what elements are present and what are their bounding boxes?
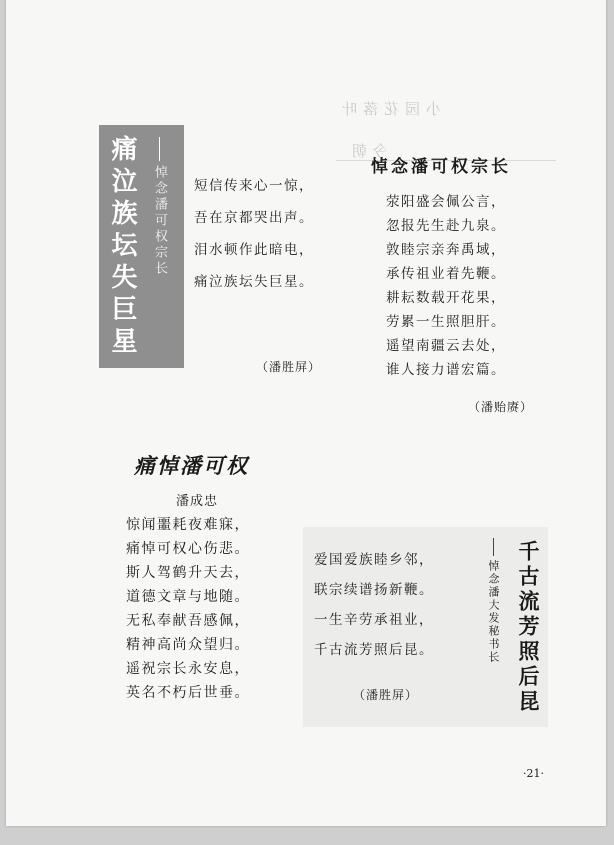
poem3-author: 潘成忠 — [176, 494, 219, 509]
poem1-subtitle: 悼念潘可权宗长 — [152, 165, 167, 277]
page-number: ·21· — [523, 767, 544, 780]
poem2-line: 荥阳盛会佩公言， — [386, 194, 506, 210]
poem3-line: 道德文章与地随。 — [126, 589, 250, 605]
poem4-subtitle: 悼念潘大发秘书长 — [487, 560, 500, 664]
poem2-line: 耕耘数载开花果， — [386, 290, 506, 306]
poem3-line: 痛悼可权心伤悲。 — [126, 541, 250, 557]
poem2-line: 遥望南疆云去处， — [386, 338, 506, 354]
poem2-line: 承传祖业着先鞭。 — [386, 266, 506, 282]
poem3-line: 无私奉献吾感佩， — [126, 613, 250, 629]
poem2-title: 悼念潘可权宗长 — [371, 157, 511, 177]
poem1-subtitle-dash — [159, 137, 160, 161]
poem1-author: （潘胜屏） — [256, 360, 322, 374]
poem2-line: 敦睦宗亲奔禹域， — [386, 242, 506, 258]
poem3-line: 精神高尚众望归。 — [126, 637, 250, 653]
poem1-line: 吾在京都哭出声。 — [194, 210, 314, 226]
poem4-line: 联宗续谱扬新鞭。 — [314, 582, 434, 598]
poem3-line: 英名不朽后世垂。 — [126, 685, 250, 701]
poem1-line: 短信传来心一惊， — [194, 178, 314, 194]
poem3-line: 斯人驾鹤升天去， — [126, 565, 250, 581]
poem2-author: （潘贻赓） — [468, 400, 534, 414]
poem2-line: 谁人接力谱宏篇。 — [386, 362, 506, 378]
show-through-text: 今朝 — [346, 142, 389, 160]
show-through-text: 小园花落叶 — [336, 100, 442, 118]
poem1-line: 痛泣族坛失巨星。 — [194, 274, 314, 290]
poem4-body — [314, 545, 434, 665]
poem3-line: 遥祝宗长永安息， — [126, 661, 250, 677]
poem1-body — [194, 170, 314, 298]
poem4-subtitle-dash — [493, 538, 494, 556]
poem3-line: 惊闻噩耗夜难寐， — [126, 517, 250, 533]
poem2-line: 忽报先生赴九泉。 — [386, 218, 506, 234]
poem4-line: 千古流芳照后昆。 — [314, 642, 434, 658]
poem3-body — [126, 513, 250, 705]
poem2-body — [386, 190, 506, 382]
poem4-title: 千古流芳照后昆 — [516, 540, 541, 715]
poem2-line: 劳累一生照胆肝。 — [386, 314, 506, 330]
poem3-title: 痛悼潘可权 — [134, 453, 249, 478]
poem4-line: 一生辛劳承祖业， — [314, 612, 434, 628]
poem4-author: （潘胜屏） — [353, 688, 419, 702]
page — [6, 0, 606, 826]
poem4-line: 爱国爱族睦乡邻， — [314, 552, 434, 568]
poem1-title-box — [99, 125, 184, 368]
poem1-title: 痛泣族坛失巨星 — [107, 135, 137, 359]
poem1-line: 泪水顿作此暗电， — [194, 242, 314, 258]
